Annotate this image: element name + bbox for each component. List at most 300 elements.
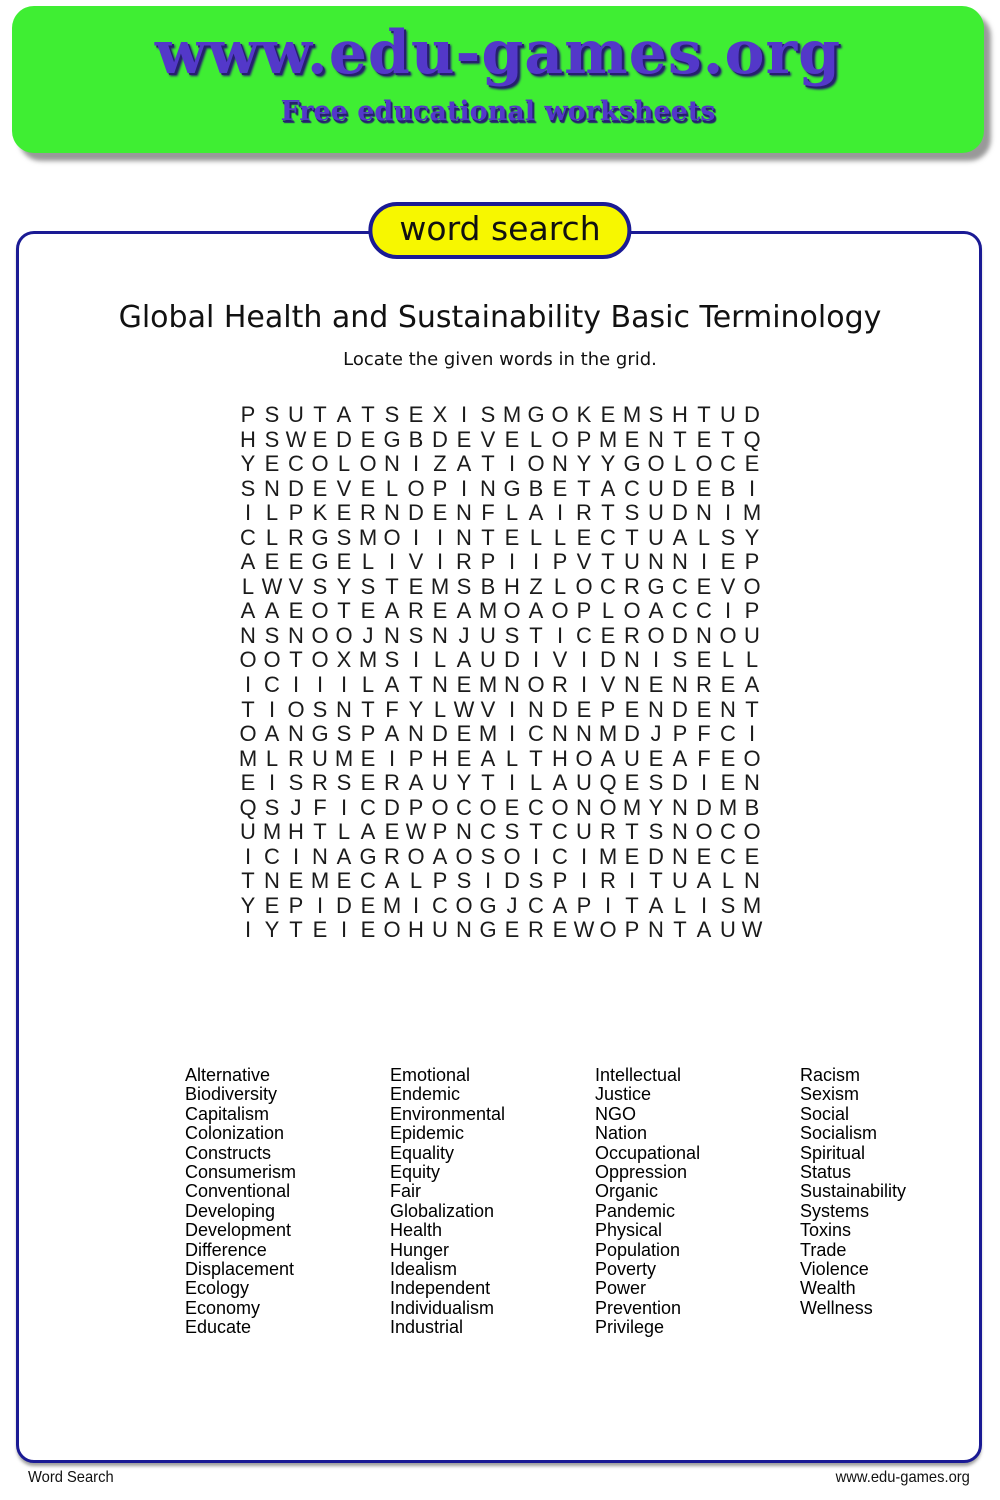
grid-letter: N [384, 500, 400, 526]
grid-letter: L [529, 426, 543, 452]
grid-letter: Q [239, 794, 257, 820]
grid-letter: U [624, 549, 640, 575]
grid-letter: N [456, 500, 472, 526]
grid-letter: T [697, 402, 711, 427]
grid-letter: M [478, 598, 498, 624]
grid-letter: E [360, 475, 376, 501]
grid-letter: T [601, 549, 615, 575]
grid-letter: A [432, 843, 448, 869]
grid-letter: D [408, 500, 424, 526]
grid-row [236, 869, 764, 894]
word-list-column-3 [595, 1066, 795, 1338]
grid-letter: Y [336, 573, 352, 599]
grid-letter: I [508, 721, 516, 747]
word-item: Nation [595, 1123, 648, 1144]
grid-letter: I [580, 843, 588, 869]
grid-letter: A [648, 892, 664, 918]
grid-letter: I [652, 647, 660, 673]
word-list-column-2 [390, 1066, 590, 1338]
word-item: Prevention [595, 1297, 682, 1318]
grid-letter: O [311, 451, 329, 477]
grid-letter: P [432, 819, 448, 845]
grid-letter: T [625, 819, 639, 845]
grid-letter: A [672, 745, 688, 771]
grid-letter: A [480, 745, 496, 771]
word-item: Economy [185, 1297, 261, 1318]
grid-letter: H [504, 573, 520, 599]
word-item: Idealism [390, 1259, 458, 1280]
grid-letter: L [601, 598, 615, 624]
grid-letter: I [412, 524, 420, 550]
grid-letter: C [600, 524, 616, 550]
grid-row [236, 673, 764, 698]
grid-letter: J [506, 892, 518, 918]
grid-letter: T [529, 819, 543, 845]
grid-letter: Y [264, 917, 280, 943]
grid-letter: L [553, 573, 567, 599]
grid-letter: A [240, 598, 256, 624]
grid-letter: M [718, 794, 738, 820]
word-item: Epidemic [390, 1123, 465, 1144]
grid-row [236, 894, 764, 919]
grid-letter: E [264, 549, 280, 575]
grid-letter: I [412, 892, 420, 918]
grid-letter: Y [648, 794, 664, 820]
grid-letter: P [624, 917, 640, 943]
grid-letter: T [241, 868, 255, 894]
grid-letter: L [529, 770, 543, 796]
grid-letter: S [480, 843, 496, 869]
grid-letter: O [575, 573, 593, 599]
grid-letter: N [648, 696, 664, 722]
grid-letter: E [504, 524, 520, 550]
grid-letter: L [673, 892, 687, 918]
grid-letter: A [552, 770, 568, 796]
grid-letter: W [453, 696, 475, 722]
grid-letter: N [528, 696, 544, 722]
word-item: Hunger [390, 1239, 450, 1260]
grid-letter: U [744, 622, 760, 648]
grid-letter: C [288, 451, 304, 477]
grid-letter: E [360, 892, 376, 918]
grid-letter: N [576, 794, 592, 820]
word-item: Difference [185, 1239, 267, 1260]
grid-row [236, 820, 764, 845]
grid-letter: O [551, 794, 569, 820]
grid-letter: S [480, 402, 496, 427]
grid-letter: O [503, 598, 521, 624]
grid-letter: N [624, 672, 640, 698]
grid-letter: G [359, 843, 377, 869]
word-item: Capitalism [185, 1103, 270, 1124]
grid-letter: O [263, 647, 281, 673]
grid-letter: E [432, 500, 448, 526]
page-footer [0, 1469, 1000, 1493]
grid-letter: R [624, 573, 640, 599]
grid-letter: V [336, 475, 352, 501]
grid-letter: S [624, 500, 640, 526]
word-item: Industrial [390, 1317, 464, 1338]
grid-letter: A [648, 598, 664, 624]
grid-letter: P [576, 598, 592, 624]
grid-letter: R [456, 549, 472, 575]
grid-letter: F [313, 794, 327, 820]
grid-letter: N [504, 672, 520, 698]
grid-letter: Y [600, 451, 616, 477]
grid-letter: I [724, 500, 732, 526]
grid-letter: O [551, 598, 569, 624]
grid-letter: R [360, 500, 376, 526]
grid-letter: A [384, 721, 400, 747]
grid-letter: A [456, 451, 472, 477]
grid-row [236, 403, 764, 428]
grid-letter: E [312, 426, 328, 452]
grid-letter: D [624, 721, 640, 747]
grid-letter: N [336, 696, 352, 722]
grid-letter: E [264, 451, 280, 477]
grid-row [236, 771, 764, 796]
grid-letter: U [576, 819, 592, 845]
grid-letter: I [580, 647, 588, 673]
grid-letter: M [262, 819, 282, 845]
grid-letter: N [576, 721, 592, 747]
grid-letter: V [576, 549, 592, 575]
grid-letter: M [358, 647, 378, 673]
grid-letter: E [552, 475, 568, 501]
grid-letter: M [622, 794, 642, 820]
grid-letter: I [508, 451, 516, 477]
letter-grid [236, 403, 764, 943]
grid-letter: M [334, 745, 354, 771]
grid-letter: S [288, 770, 304, 796]
grid-letter: S [648, 819, 664, 845]
grid-letter: Z [529, 573, 543, 599]
grid-letter: A [672, 524, 688, 550]
grid-letter: R [552, 672, 568, 698]
grid-letter: I [532, 549, 540, 575]
word-item: Displacement [185, 1259, 295, 1280]
word-item: Independent [390, 1278, 491, 1299]
grid-letter: N [744, 868, 760, 894]
grid-letter: A [528, 598, 544, 624]
grid-row [236, 918, 764, 943]
grid-letter: C [552, 819, 568, 845]
grid-letter: F [697, 745, 711, 771]
grid-letter: O [359, 451, 377, 477]
grid-letter: D [432, 426, 448, 452]
grid-letter: G [647, 573, 665, 599]
grid-letter: E [336, 549, 352, 575]
grid-letter: I [244, 500, 252, 526]
grid-letter: R [600, 868, 616, 894]
grid-letter: D [432, 721, 448, 747]
grid-letter: L [265, 500, 279, 526]
grid-letter: C [264, 672, 280, 698]
grid-letter: N [648, 917, 664, 943]
grid-letter: R [312, 770, 328, 796]
grid-letter: I [244, 917, 252, 943]
grid-letter: G [479, 917, 497, 943]
grid-letter: O [239, 721, 257, 747]
grid-letter: D [336, 892, 352, 918]
word-item: Equality [390, 1142, 455, 1163]
grid-letter: E [360, 770, 376, 796]
word-item: Violence [800, 1259, 869, 1280]
grid-letter: U [240, 819, 256, 845]
grid-letter: D [672, 770, 688, 796]
grid-letter: O [311, 622, 329, 648]
grid-letter: S [408, 622, 424, 648]
grid-letter: C [624, 475, 640, 501]
grid-letter: E [624, 770, 640, 796]
grid-letter: I [508, 770, 516, 796]
grid-letter: G [383, 426, 401, 452]
grid-letter: E [744, 451, 760, 477]
word-item: Organic [595, 1181, 659, 1202]
footer-document-type: Word Search [28, 1469, 114, 1486]
grid-letter: K [312, 500, 328, 526]
word-item: Emotional [390, 1065, 471, 1085]
word-item: Sexism [800, 1084, 860, 1105]
grid-letter: C [720, 843, 736, 869]
grid-letter: U [312, 745, 328, 771]
grid-letter: A [384, 868, 400, 894]
grid-letter: N [432, 622, 448, 648]
grid-letter: O [455, 892, 473, 918]
grid-letter: N [408, 721, 424, 747]
grid-letter: N [456, 819, 472, 845]
grid-letter: T [649, 868, 663, 894]
word-item: Individualism [390, 1297, 495, 1318]
grid-letter: L [409, 868, 423, 894]
grid-letter: D [288, 475, 304, 501]
word-item: Biodiversity [185, 1084, 278, 1105]
grid-letter: P [480, 549, 496, 575]
grid-letter: U [672, 868, 688, 894]
grid-letter: B [744, 794, 760, 820]
word-item: Oppression [595, 1162, 688, 1183]
grid-letter: E [624, 696, 640, 722]
grid-letter: M [238, 745, 258, 771]
grid-letter: I [748, 721, 756, 747]
grid-letter: S [648, 770, 664, 796]
word-item: Colonization [185, 1123, 285, 1144]
grid-letter: A [456, 647, 472, 673]
grid-letter: N [432, 672, 448, 698]
grid-letter: H [240, 426, 256, 452]
grid-letter: A [264, 598, 280, 624]
grid-letter: F [481, 500, 495, 526]
grid-letter: J [458, 622, 470, 648]
grid-letter: O [383, 524, 401, 550]
grid-letter: E [624, 426, 640, 452]
grid-letter: B [408, 426, 424, 452]
grid-letter: T [361, 402, 375, 427]
grid-letter: Y [456, 770, 472, 796]
grid-letter: I [388, 549, 396, 575]
grid-letter: D [504, 868, 520, 894]
grid-letter: P [288, 500, 304, 526]
grid-letter: I [340, 672, 348, 698]
grid-letter: D [744, 402, 760, 427]
grid-letter: S [360, 573, 376, 599]
grid-letter: E [360, 745, 376, 771]
grid-letter: K [576, 402, 592, 427]
grid-letter: H [288, 819, 304, 845]
grid-letter: A [336, 843, 352, 869]
grid-letter: I [316, 672, 324, 698]
grid-letter: C [720, 819, 736, 845]
grid-letter: S [648, 402, 664, 427]
word-item: Development [185, 1220, 292, 1241]
word-item: Privilege [595, 1317, 665, 1338]
grid-letter: I [460, 402, 468, 427]
grid-letter: I [460, 475, 468, 501]
grid-letter: A [696, 917, 712, 943]
grid-row [236, 599, 764, 624]
grid-letter: O [479, 794, 497, 820]
grid-letter: T [241, 696, 255, 722]
grid-letter: L [361, 672, 375, 698]
grid-letter: C [528, 892, 544, 918]
grid-letter: N [312, 843, 328, 869]
grid-letter: E [360, 598, 376, 624]
grid-letter: E [408, 402, 424, 427]
puzzle-title: Global Health and Sustainability Basic Terminology [118, 300, 882, 335]
grid-letter: R [408, 598, 424, 624]
grid-letter: M [382, 892, 402, 918]
grid-letter: T [409, 672, 423, 698]
grid-row [236, 550, 764, 575]
grid-letter: E [336, 868, 352, 894]
grid-letter: O [455, 843, 473, 869]
grid-letter: J [290, 794, 302, 820]
word-item: Status [800, 1162, 852, 1183]
word-item: Population [595, 1239, 681, 1260]
grid-letter: L [673, 451, 687, 477]
site-title: www.edu-games.org [154, 18, 842, 88]
grid-letter: T [481, 451, 495, 477]
grid-letter: T [385, 573, 399, 599]
grid-letter: Y [408, 696, 424, 722]
grid-letter: E [264, 892, 280, 918]
grid-letter: A [336, 402, 352, 427]
grid-letter: E [576, 696, 592, 722]
grid-letter: T [721, 426, 735, 452]
grid-letter: D [384, 794, 400, 820]
grid-letter: T [481, 770, 495, 796]
grid-letter: E [720, 672, 736, 698]
grid-letter: E [696, 475, 712, 501]
word-item: Socialism [800, 1123, 878, 1144]
grid-letter: M [430, 573, 450, 599]
grid-letter: L [721, 868, 735, 894]
grid-letter: G [503, 475, 521, 501]
grid-letter: O [575, 745, 593, 771]
grid-letter: A [696, 868, 712, 894]
word-item: Sustainability [800, 1181, 907, 1202]
grid-letter: C [456, 794, 472, 820]
grid-letter: L [721, 647, 735, 673]
grid-letter: P [552, 868, 568, 894]
grid-letter: T [745, 696, 759, 722]
grid-letter: T [673, 917, 687, 943]
grid-letter: C [672, 598, 688, 624]
word-item: NGO [595, 1103, 637, 1124]
grid-letter: B [720, 475, 736, 501]
grid-letter: D [336, 426, 352, 452]
grid-letter: I [412, 647, 420, 673]
grid-letter: S [504, 622, 520, 648]
grid-letter: G [311, 721, 329, 747]
grid-letter: U [648, 524, 664, 550]
grid-letter: W [741, 917, 763, 943]
grid-letter: A [528, 500, 544, 526]
grid-letter: V [552, 647, 568, 673]
grid-letter: L [433, 647, 447, 673]
grid-letter: V [480, 426, 496, 452]
grid-letter: B [528, 475, 544, 501]
grid-letter: V [480, 696, 496, 722]
grid-letter: D [552, 696, 568, 722]
grid-letter: E [504, 794, 520, 820]
word-item: Conventional [185, 1181, 291, 1202]
grid-letter: Y [240, 892, 256, 918]
grid-letter: N [288, 721, 304, 747]
grid-letter: E [432, 598, 448, 624]
grid-letter: F [697, 721, 711, 747]
grid-letter: N [384, 622, 400, 648]
grid-letter: O [503, 843, 521, 869]
grid-letter: L [361, 549, 375, 575]
grid-letter: I [436, 524, 444, 550]
grid-letter: S [384, 402, 400, 427]
grid-letter: E [648, 745, 664, 771]
grid-letter: Y [744, 524, 760, 550]
grid-letter: O [743, 819, 761, 845]
grid-letter: E [720, 745, 736, 771]
grid-letter: O [431, 794, 449, 820]
grid-letter: A [600, 745, 616, 771]
grid-letter: A [384, 598, 400, 624]
grid-letter: L [241, 573, 255, 599]
grid-letter: M [478, 721, 498, 747]
grid-row [236, 501, 764, 526]
grid-letter: O [695, 451, 713, 477]
grid-letter: B [480, 573, 496, 599]
grid-letter: E [696, 843, 712, 869]
grid-letter: N [696, 500, 712, 526]
grid-letter: N [552, 451, 568, 477]
grid-letter: N [672, 843, 688, 869]
grid-letter: L [265, 524, 279, 550]
grid-letter: S [456, 868, 472, 894]
grid-letter: P [360, 721, 376, 747]
grid-letter: M [622, 402, 642, 427]
grid-letter: E [240, 770, 256, 796]
grid-letter: N [672, 819, 688, 845]
grid-letter: T [601, 500, 615, 526]
grid-letter: C [720, 451, 736, 477]
grid-letter: E [384, 819, 400, 845]
grid-letter: E [744, 843, 760, 869]
grid-letter: C [240, 524, 256, 550]
grid-letter: U [432, 917, 448, 943]
word-item: Poverty [595, 1259, 657, 1280]
grid-letter: M [502, 402, 522, 427]
grid-letter: P [288, 892, 304, 918]
word-search-badge: word search [368, 202, 631, 259]
